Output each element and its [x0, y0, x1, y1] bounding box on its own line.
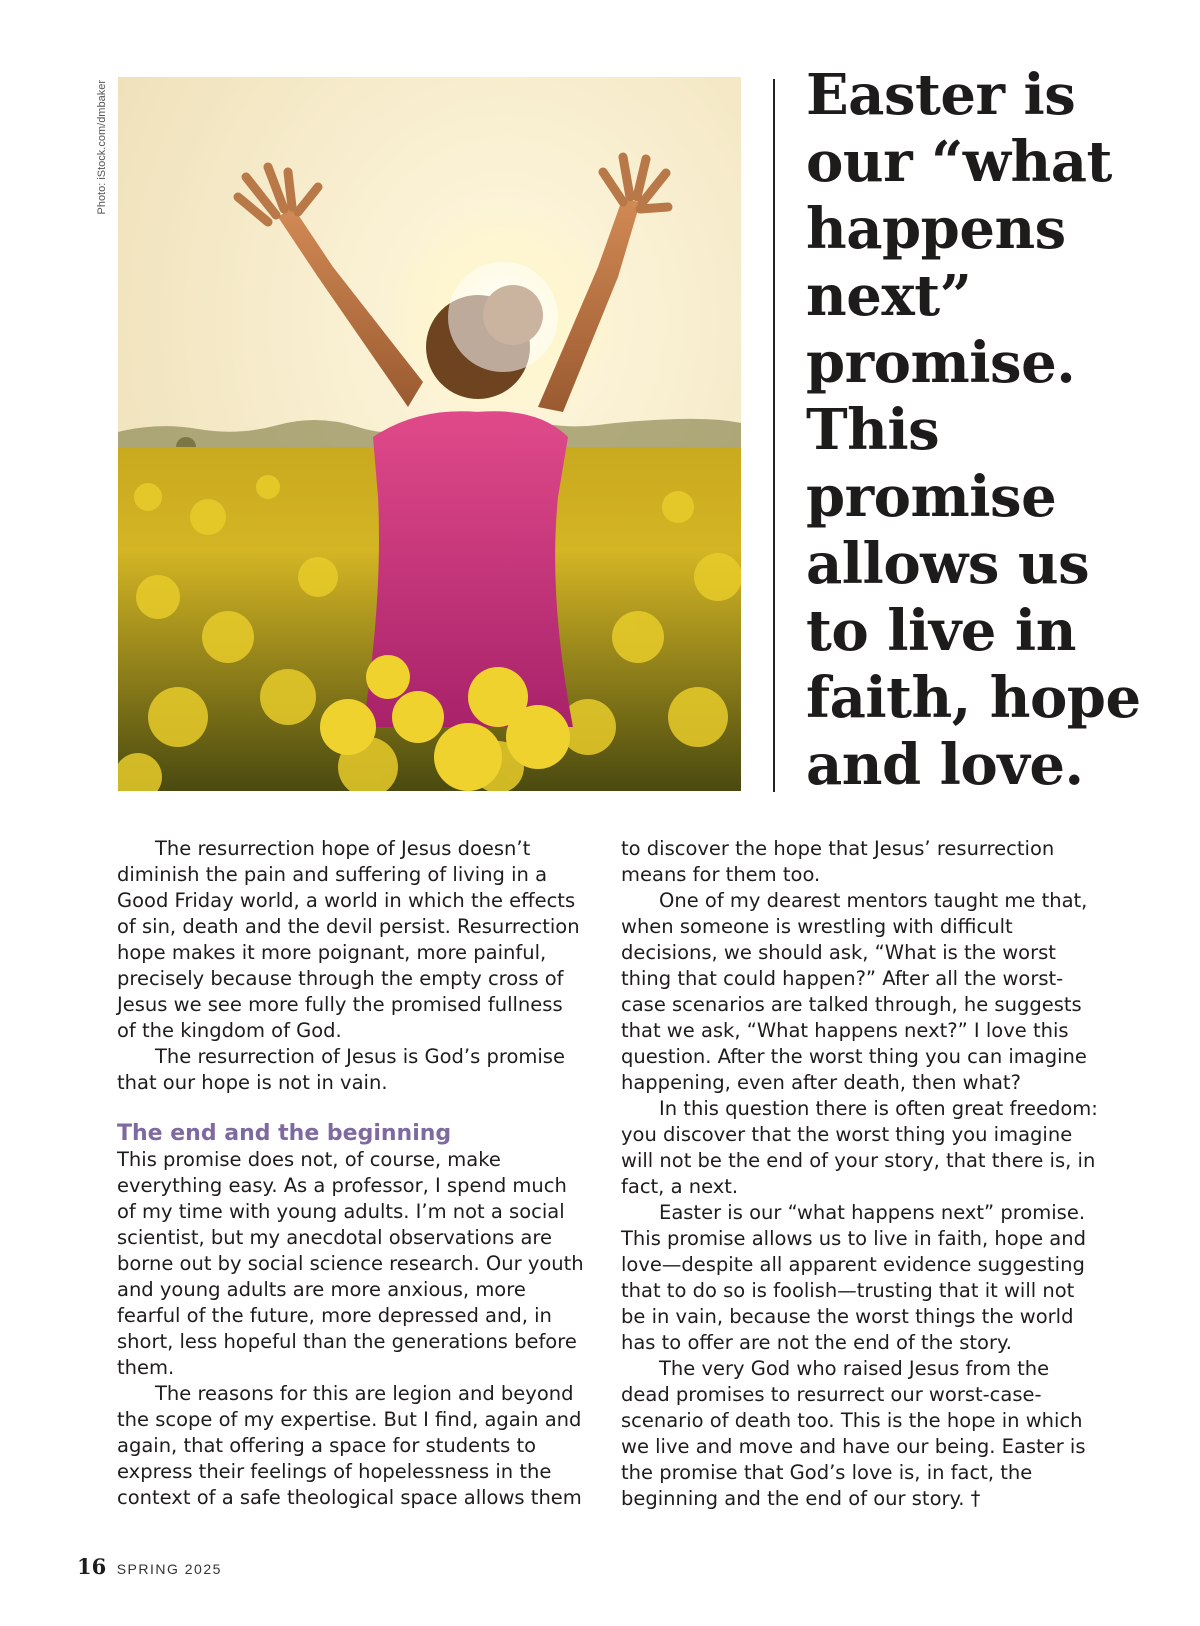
pull-quote-line: This: [806, 397, 940, 463]
pull-quote-divider: [773, 79, 775, 792]
hero-photo: [118, 77, 741, 791]
article-column-left: [117, 836, 587, 1511]
page-number: 16: [77, 1554, 107, 1579]
woman-raising-arms-in-flower-field-photo: [118, 77, 741, 791]
pull-quote-line: Easter is: [806, 62, 1076, 128]
pull-quote-line: next”: [806, 263, 972, 329]
body-paragraph: to discover the hope that Jesus’ resurrection means for them too.: [621, 837, 1055, 886]
body-paragraph: This promise does not, of course, make everything easy. As a professor, I spend much of my time with young adults. I’m not a social scientist, but my anecdotal observations are borne out by social science research. Our youth and young adults are more anxious, more fearful of the future, more depressed and, in short, less hopeful than the generations before them.: [117, 1148, 584, 1379]
body-paragraph: The very God who raised Jesus from the dead promises to resurrect our worst-case-scenario of death too. This is the hope in which we live and move and have our being. Easter is the promise that God’s love is, in fact, the beginning and the end of our story. †: [621, 1357, 1086, 1510]
pull-quote-line: promise.: [806, 330, 1076, 396]
article-column-right: [621, 836, 1101, 1512]
body-paragraph: The resurrection of Jesus is God’s promise that our hope is not in vain.: [117, 1045, 565, 1094]
pull-quote-line: our “what: [806, 129, 1112, 195]
body-paragraph: In this question there is often great freedom: you discover that the worst thing you imagine will not be the end of your story, that there is, in fact, a next.: [621, 1097, 1098, 1198]
issue-label: SPRING 2025: [116, 1561, 222, 1577]
pull-quote-line: and love.: [806, 732, 1084, 798]
pull-quote-line: happens: [806, 196, 1066, 262]
pull-quote-line: to live in: [806, 598, 1076, 664]
photo-credit: Photo: iStock.com/dmbaker: [96, 80, 108, 215]
section-subhead: The end and the beginning: [117, 1121, 452, 1146]
page-footer: [77, 1554, 222, 1579]
body-paragraph: One of my dearest mentors taught me that, when someone is wrestling with difficult decisions, we should ask, “What is the worst thing that could happen?” After all the worst-case scenarios are talked through, he suggests that we ask, “What happens next?” I love this question. After the worst thing you can imagine happening, even after death, then what?: [621, 889, 1088, 1094]
body-paragraph: The reasons for this are legion and beyond the scope of my expertise. But I find, again and again, that offering a space for students to express their feelings of hopelessness in the context of a safe theological space allows them: [117, 1382, 582, 1509]
pull-quote-line: promise: [806, 464, 1057, 530]
pull-quote-line: faith, hope: [806, 665, 1141, 731]
pull-quote-line: allows us: [806, 531, 1090, 597]
body-paragraph: The resurrection hope of Jesus doesn’t diminish the pain and suffering of living in a Good Friday world, a world in which the effects of sin, death and the devil persist. Resurrection hope makes it more poignant, more painful, precisely because through the empty cross of Jesus we see more fully the promised fullness of the kingdom of God.: [117, 837, 580, 1042]
body-paragraph: Easter is our “what happens next” promise. This promise allows us to live in faith, hope and love—despite all apparent evidence suggesting that to do so is foolish—trusting that it will not be in vain, because the worst things the world has to offer are not the end of the story.: [621, 1201, 1086, 1354]
pull-quote: [806, 62, 1196, 799]
